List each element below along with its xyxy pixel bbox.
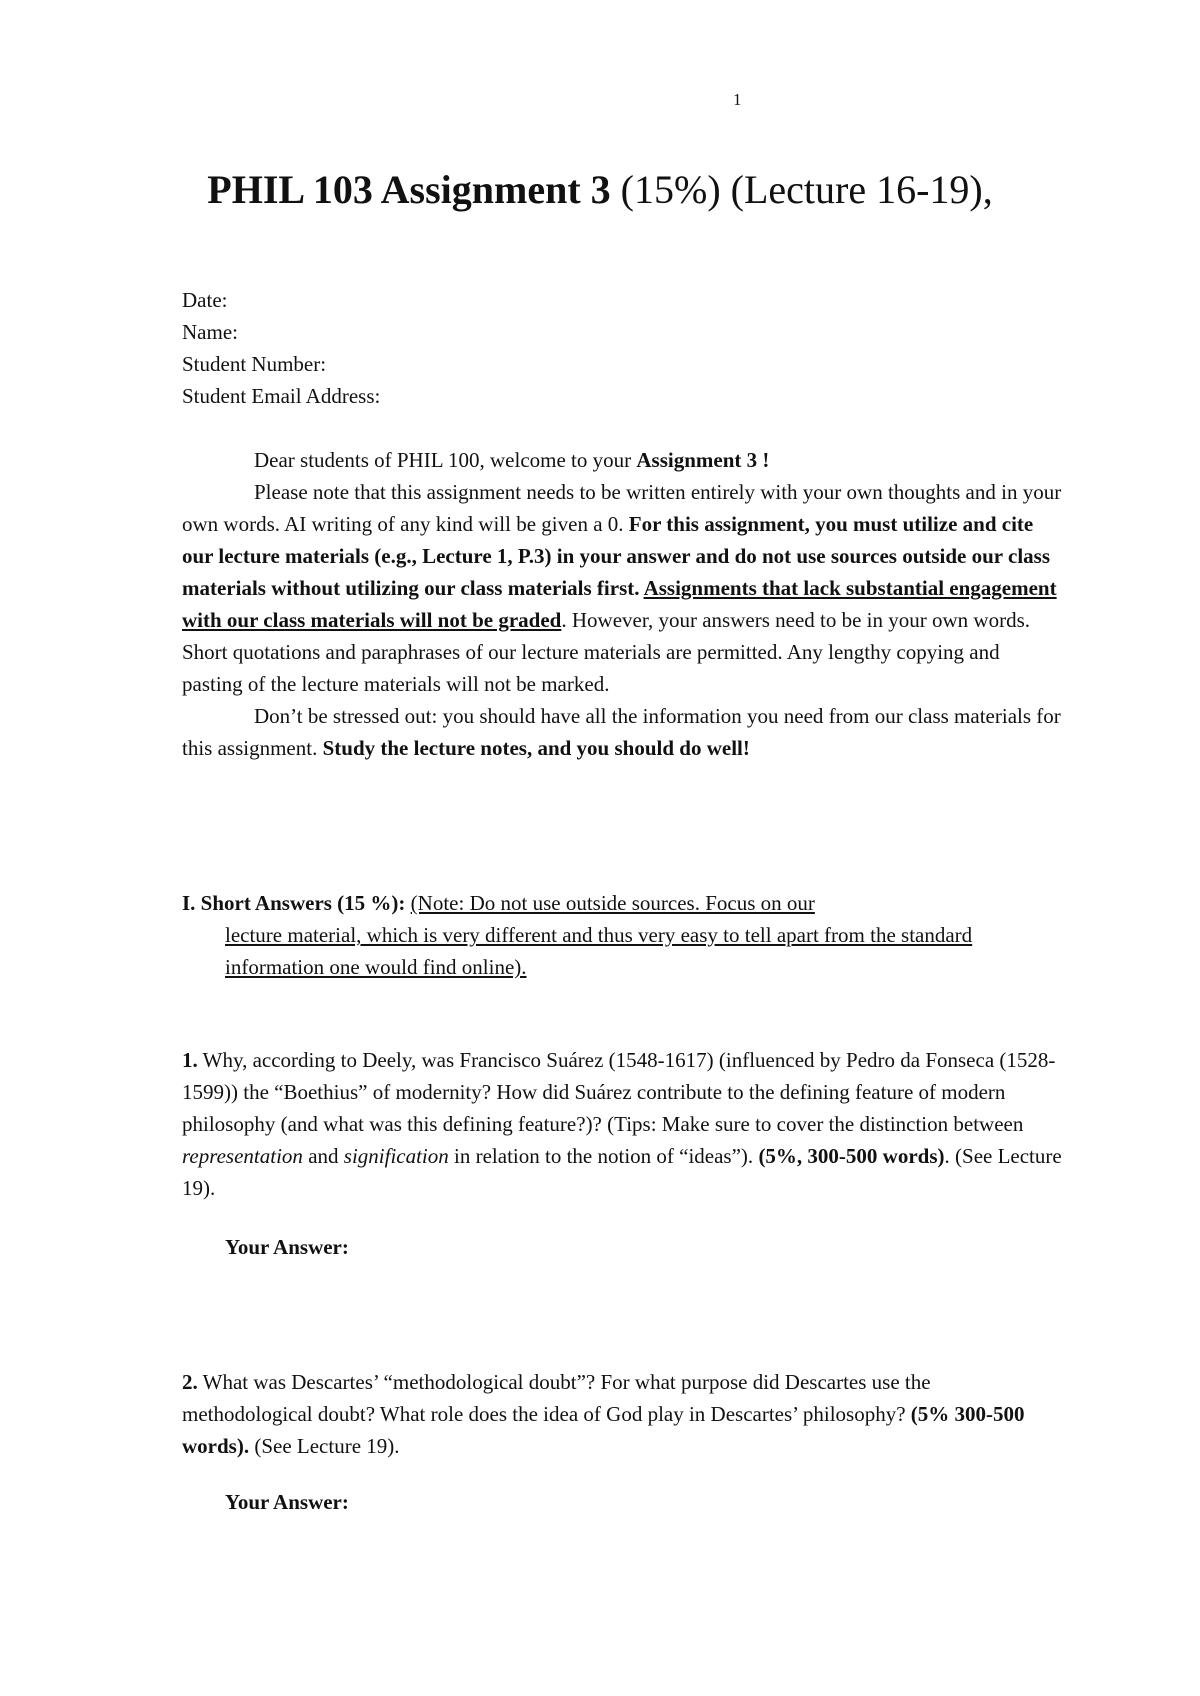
section-note-line-1: (Note: Do not use outside sources. Focus on our	[410, 891, 815, 915]
section-heading: I. Short Answers (15 %):	[182, 891, 406, 915]
intro-study-tip: Study the lecture notes, and you should do well!	[322, 736, 750, 760]
question-1-term-signification: signification	[343, 1144, 449, 1168]
question-1-reference: . (See Lecture 19).	[182, 1144, 1062, 1200]
student-number-field-label: Student Number:	[182, 352, 327, 376]
intro-own-words: Please note that this assignment needs to be written entirely with your own thoughts and in your own words. AI writing of any kind will be given a 0.	[182, 480, 1062, 536]
short-answers-section	[182, 887, 1062, 983]
question-1-text-ideas: in relation to the notion of “ideas”).	[448, 1144, 759, 1168]
question-2-text: What was Descartes’ “methodological doubt”? For what purpose did Descartes use the methodological doubt? What role does the idea of God play in Descartes’ philosophy?	[182, 1370, 931, 1426]
question-2	[182, 1366, 1062, 1462]
question-2-number: 2.	[182, 1370, 198, 1394]
date-field-label: Date:	[182, 288, 228, 312]
intro-paragraph-2	[182, 476, 1062, 700]
question-1-number: 1.	[182, 1048, 198, 1072]
question-1-conjunction: and	[302, 1144, 344, 1168]
question-1-weight: (5%, 300-500 words)	[758, 1144, 945, 1168]
question-1-term-representation: representation	[182, 1144, 303, 1168]
intro-grading-warning: Assignments that lack substantial engagement with our class materials will not be graded	[182, 576, 1057, 632]
question-1	[182, 1044, 1062, 1204]
title-course: PHIL 103 Assignment 3	[207, 167, 611, 212]
page-number: 1	[733, 90, 742, 109]
intro-assignment-label: Assignment 3 !	[636, 448, 770, 472]
section-heading-line	[182, 887, 1062, 919]
question-2-answer-label: Your Answer:	[225, 1490, 349, 1514]
section-note-line-2: lecture material, which is very different and thus very easy to tell apart from the standard information one would find online).	[225, 923, 973, 979]
student-info-fields	[182, 284, 1062, 412]
question-2-weight: (5% 300-500 words).	[182, 1402, 1025, 1458]
intro-welcome: Dear students of PHIL 100, welcome to your	[254, 448, 637, 472]
page-title	[0, 166, 1200, 213]
intro-text	[182, 444, 1062, 764]
intro-quotation-policy: . However, your answers need to be in your own words. Short quotations and paraphrases of our lecture materials are permitted. Any lengthy copying and pasting of the lecture materials will not be marked.	[182, 608, 1030, 696]
name-field-label: Name:	[182, 320, 238, 344]
email-field-label: Student Email Address:	[182, 384, 381, 408]
question-2-reference: (See Lecture 19).	[249, 1434, 400, 1458]
question-1-text: Why, according to Deely, was Francisco Suárez (1548-1617) (influenced by Pedro da Fonseca (1528-1599)) the “Boethius” of modernity? How did Suárez contribute to the defining feature of modern philosophy (and what was this defining feature?)? (Tips: Make sure to cover the distinction between	[182, 1048, 1056, 1136]
intro-cite-requirement: For this assignment, you must utilize and cite our lecture materials (e.g., Lecture 1, P.3) in your answer and do not use sources outside our class materials without utilizing our class materials first.	[182, 512, 1050, 600]
title-weight-lectures: (15%) (Lecture 16-19),	[610, 167, 993, 212]
intro-paragraph-1	[182, 444, 1062, 476]
question-1-answer-label: Your Answer:	[225, 1235, 349, 1259]
intro-paragraph-3	[182, 700, 1062, 764]
intro-reassurance: Don’t be stressed out: you should have all the information you need from our class materials for this assignment.	[182, 704, 1061, 760]
